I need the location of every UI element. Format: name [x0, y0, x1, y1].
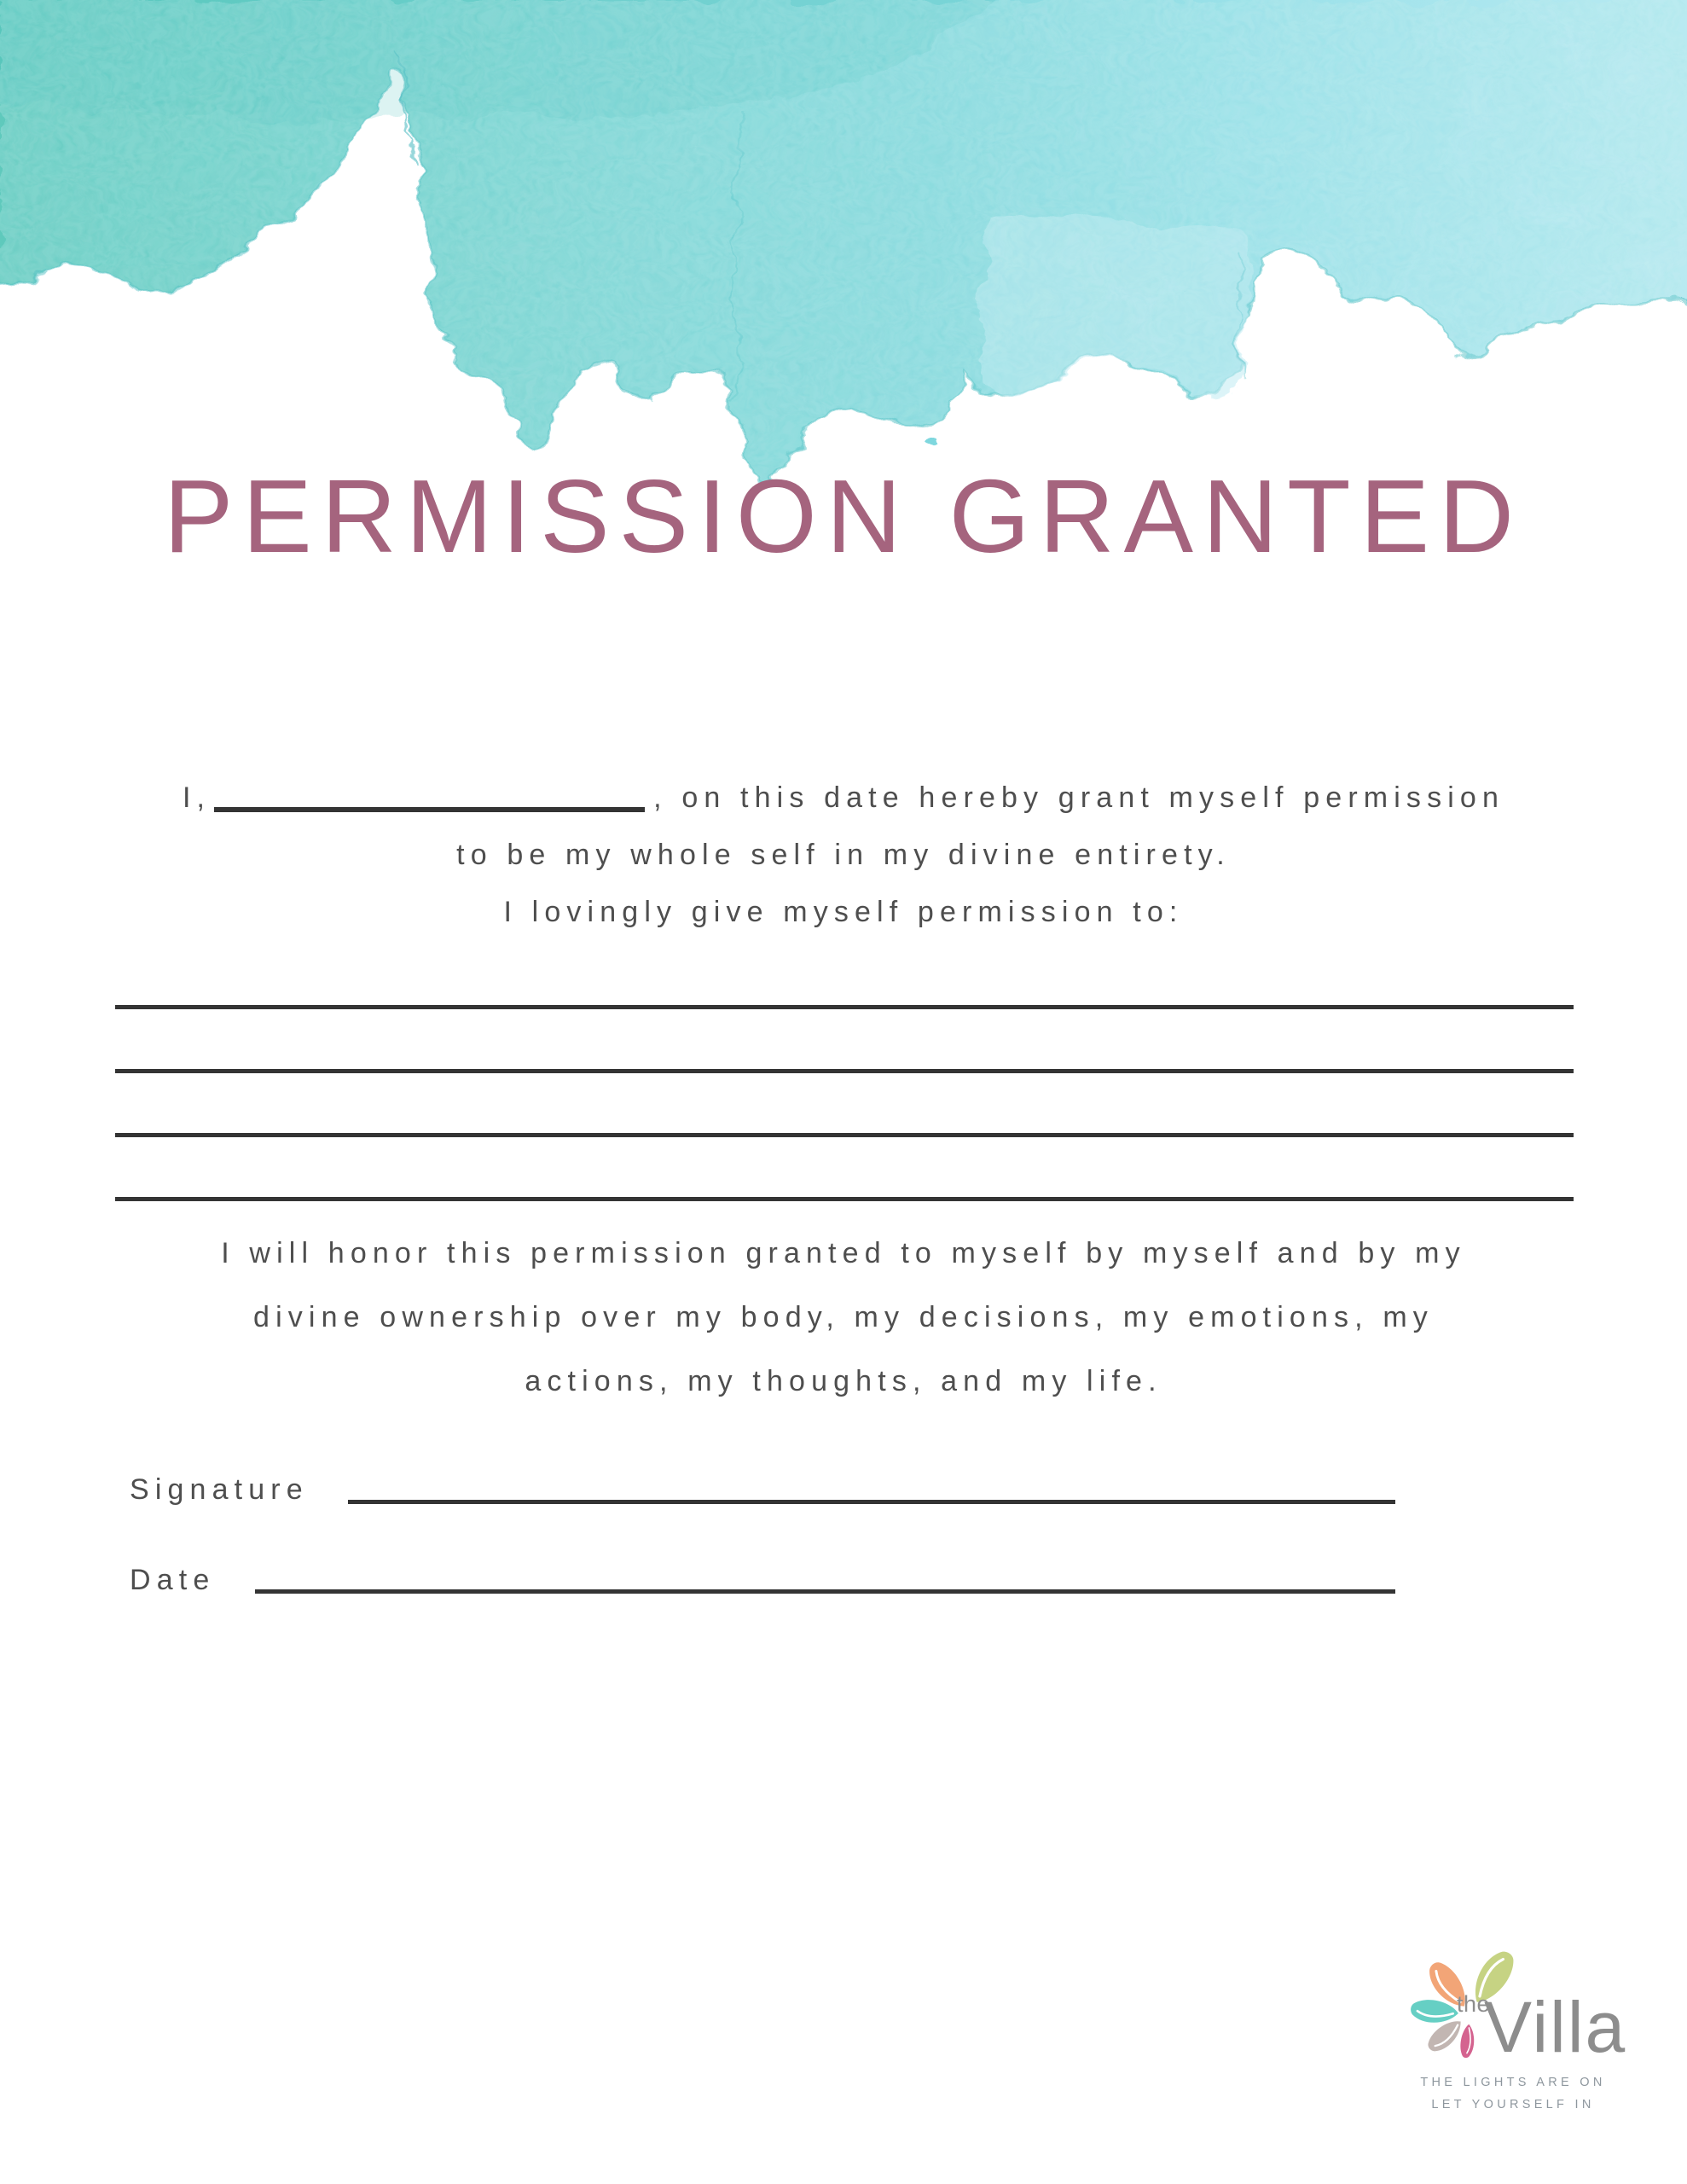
logo-tagline-line-1: THE LIGHTS ARE ON — [1420, 2076, 1606, 2089]
intro-line-3: I lovingly give myself permission to: — [503, 896, 1184, 928]
logo-the: the — [1457, 1991, 1491, 2017]
write-in-line[interactable] — [115, 1197, 1574, 1201]
intro-line-1-before: I, — [182, 781, 212, 814]
intro-line-1-after: , on this date hereby grant myself permission — [653, 781, 1505, 814]
pink-leaf-icon — [1459, 2024, 1476, 2059]
intro-paragraph — [0, 770, 1687, 941]
signature-label: Signature — [130, 1473, 309, 1506]
write-in-line[interactable] — [115, 1005, 1574, 1009]
pledge-paragraph — [0, 1222, 1687, 1414]
write-in-line[interactable] — [115, 1069, 1574, 1073]
name-blank-line[interactable] — [214, 787, 645, 812]
intro-line-2: to be my whole self in my divine entirety. — [456, 839, 1231, 871]
pledge-line-3: actions, my thoughts, and my life. — [525, 1365, 1162, 1397]
write-in-line[interactable] — [115, 1133, 1574, 1137]
logo-tagline-line-2: LET YOURSELF IN — [1431, 2098, 1595, 2111]
signature-line[interactable] — [348, 1500, 1395, 1504]
date-label: Date — [130, 1564, 216, 1596]
page-title: PERMISSION GRANTED — [163, 458, 1524, 574]
intro-line-1 — [0, 770, 1687, 827]
villa-logo — [1356, 1924, 1680, 2154]
pledge-line-1: I will honor this permission granted to myself by myself and by my — [221, 1237, 1466, 1269]
logo-villa: Villa — [1484, 1987, 1627, 2067]
pledge-line-2: divine ownership over my body, my decisions, my emotions, my — [253, 1301, 1434, 1333]
date-line[interactable] — [255, 1589, 1395, 1594]
